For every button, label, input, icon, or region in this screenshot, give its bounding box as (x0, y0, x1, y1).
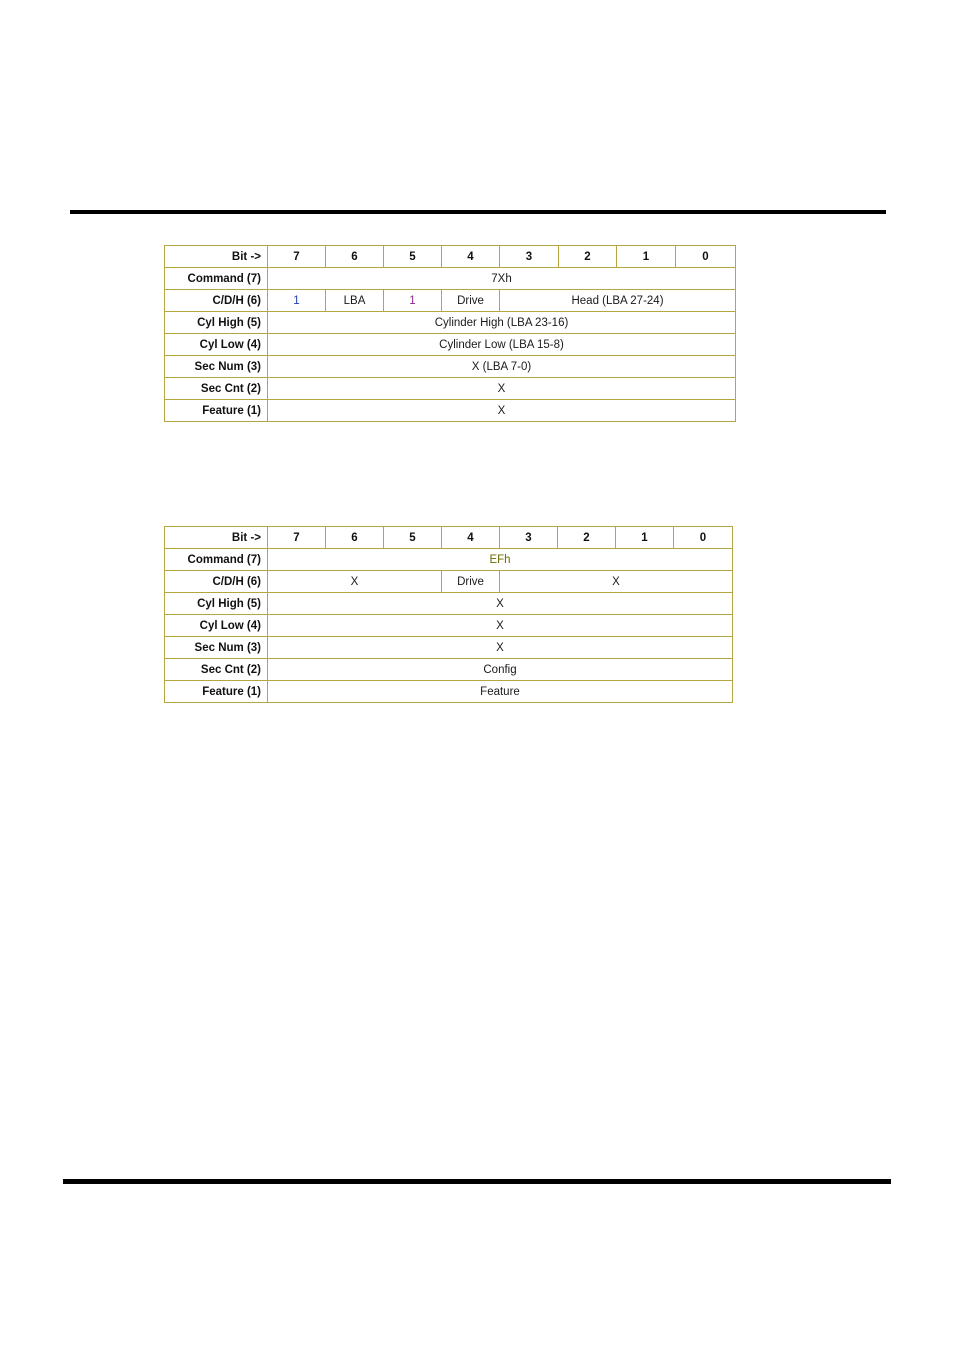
row-label: Sec Num (3) (165, 356, 268, 378)
table-row (165, 681, 733, 703)
row-label: Cyl High (5) (165, 593, 268, 615)
cdh-bits-3-0: Head (LBA 27-24) (500, 290, 736, 312)
row-label: Feature (1) (165, 400, 268, 422)
row-label: Command (7) (165, 268, 268, 290)
table-row (165, 549, 733, 571)
cdh-bits-3-0: X (500, 571, 733, 593)
bit-5: 5 (384, 246, 442, 268)
row-value: X (268, 615, 733, 637)
row-label: Sec Cnt (2) (165, 659, 268, 681)
bit-label: Bit -> (165, 246, 268, 268)
bit-6: 6 (326, 527, 384, 549)
bit-4: 4 (442, 246, 500, 268)
row-value: Cylinder Low (LBA 15-8) (268, 334, 736, 356)
row-label: Sec Num (3) (165, 637, 268, 659)
bit-7: 7 (268, 527, 326, 549)
table-row (165, 615, 733, 637)
bottom-rule (63, 1179, 891, 1184)
row-label: Command (7) (165, 549, 268, 571)
bit-1: 1 (617, 246, 676, 268)
row-label: Cyl High (5) (165, 312, 268, 334)
row-label: Cyl Low (4) (165, 615, 268, 637)
table-row (165, 659, 733, 681)
bit-0: 0 (674, 527, 733, 549)
bit-6: 6 (326, 246, 384, 268)
row-value: 7Xh (268, 268, 736, 290)
top-rule (70, 210, 886, 214)
row-value: Feature (268, 681, 733, 703)
row-label: Sec Cnt (2) (165, 378, 268, 400)
cdh-bit-4: Drive (442, 571, 500, 593)
bit-header-row (165, 527, 733, 549)
bit-3: 3 (500, 246, 559, 268)
row-label: C/D/H (6) (165, 571, 268, 593)
bit-2: 2 (558, 527, 616, 549)
bit-7: 7 (268, 246, 326, 268)
bit-3: 3 (500, 527, 558, 549)
row-value: X (268, 400, 736, 422)
row-label: C/D/H (6) (165, 290, 268, 312)
table-row (165, 637, 733, 659)
bit-5: 5 (384, 527, 442, 549)
table-row (165, 312, 736, 334)
table-row (165, 378, 736, 400)
cdh-bit-6: LBA (326, 290, 384, 312)
cdh-bits-7-5: X (268, 571, 442, 593)
row-value: X (LBA 7-0) (268, 356, 736, 378)
register-table-1 (164, 245, 736, 422)
table-row (165, 571, 733, 593)
row-value: EFh (268, 549, 733, 571)
cdh-bit-5: 1 (384, 290, 442, 312)
bit-0: 0 (676, 246, 736, 268)
cdh-bit-7: 1 (268, 290, 326, 312)
table-row (165, 334, 736, 356)
table-row (165, 593, 733, 615)
cdh-bit-4: Drive (442, 290, 500, 312)
bit-1: 1 (616, 527, 674, 549)
row-value: X (268, 378, 736, 400)
bit-header-row (165, 246, 736, 268)
table-row (165, 290, 736, 312)
table-row (165, 400, 736, 422)
row-value: X (268, 593, 733, 615)
bit-4: 4 (442, 527, 500, 549)
row-value: Config (268, 659, 733, 681)
row-label: Cyl Low (4) (165, 334, 268, 356)
row-label: Feature (1) (165, 681, 268, 703)
table-row (165, 268, 736, 290)
row-value: Cylinder High (LBA 23-16) (268, 312, 736, 334)
row-value: X (268, 637, 733, 659)
register-table-2 (164, 526, 733, 703)
table-row (165, 356, 736, 378)
bit-2: 2 (559, 246, 617, 268)
bit-label: Bit -> (165, 527, 268, 549)
